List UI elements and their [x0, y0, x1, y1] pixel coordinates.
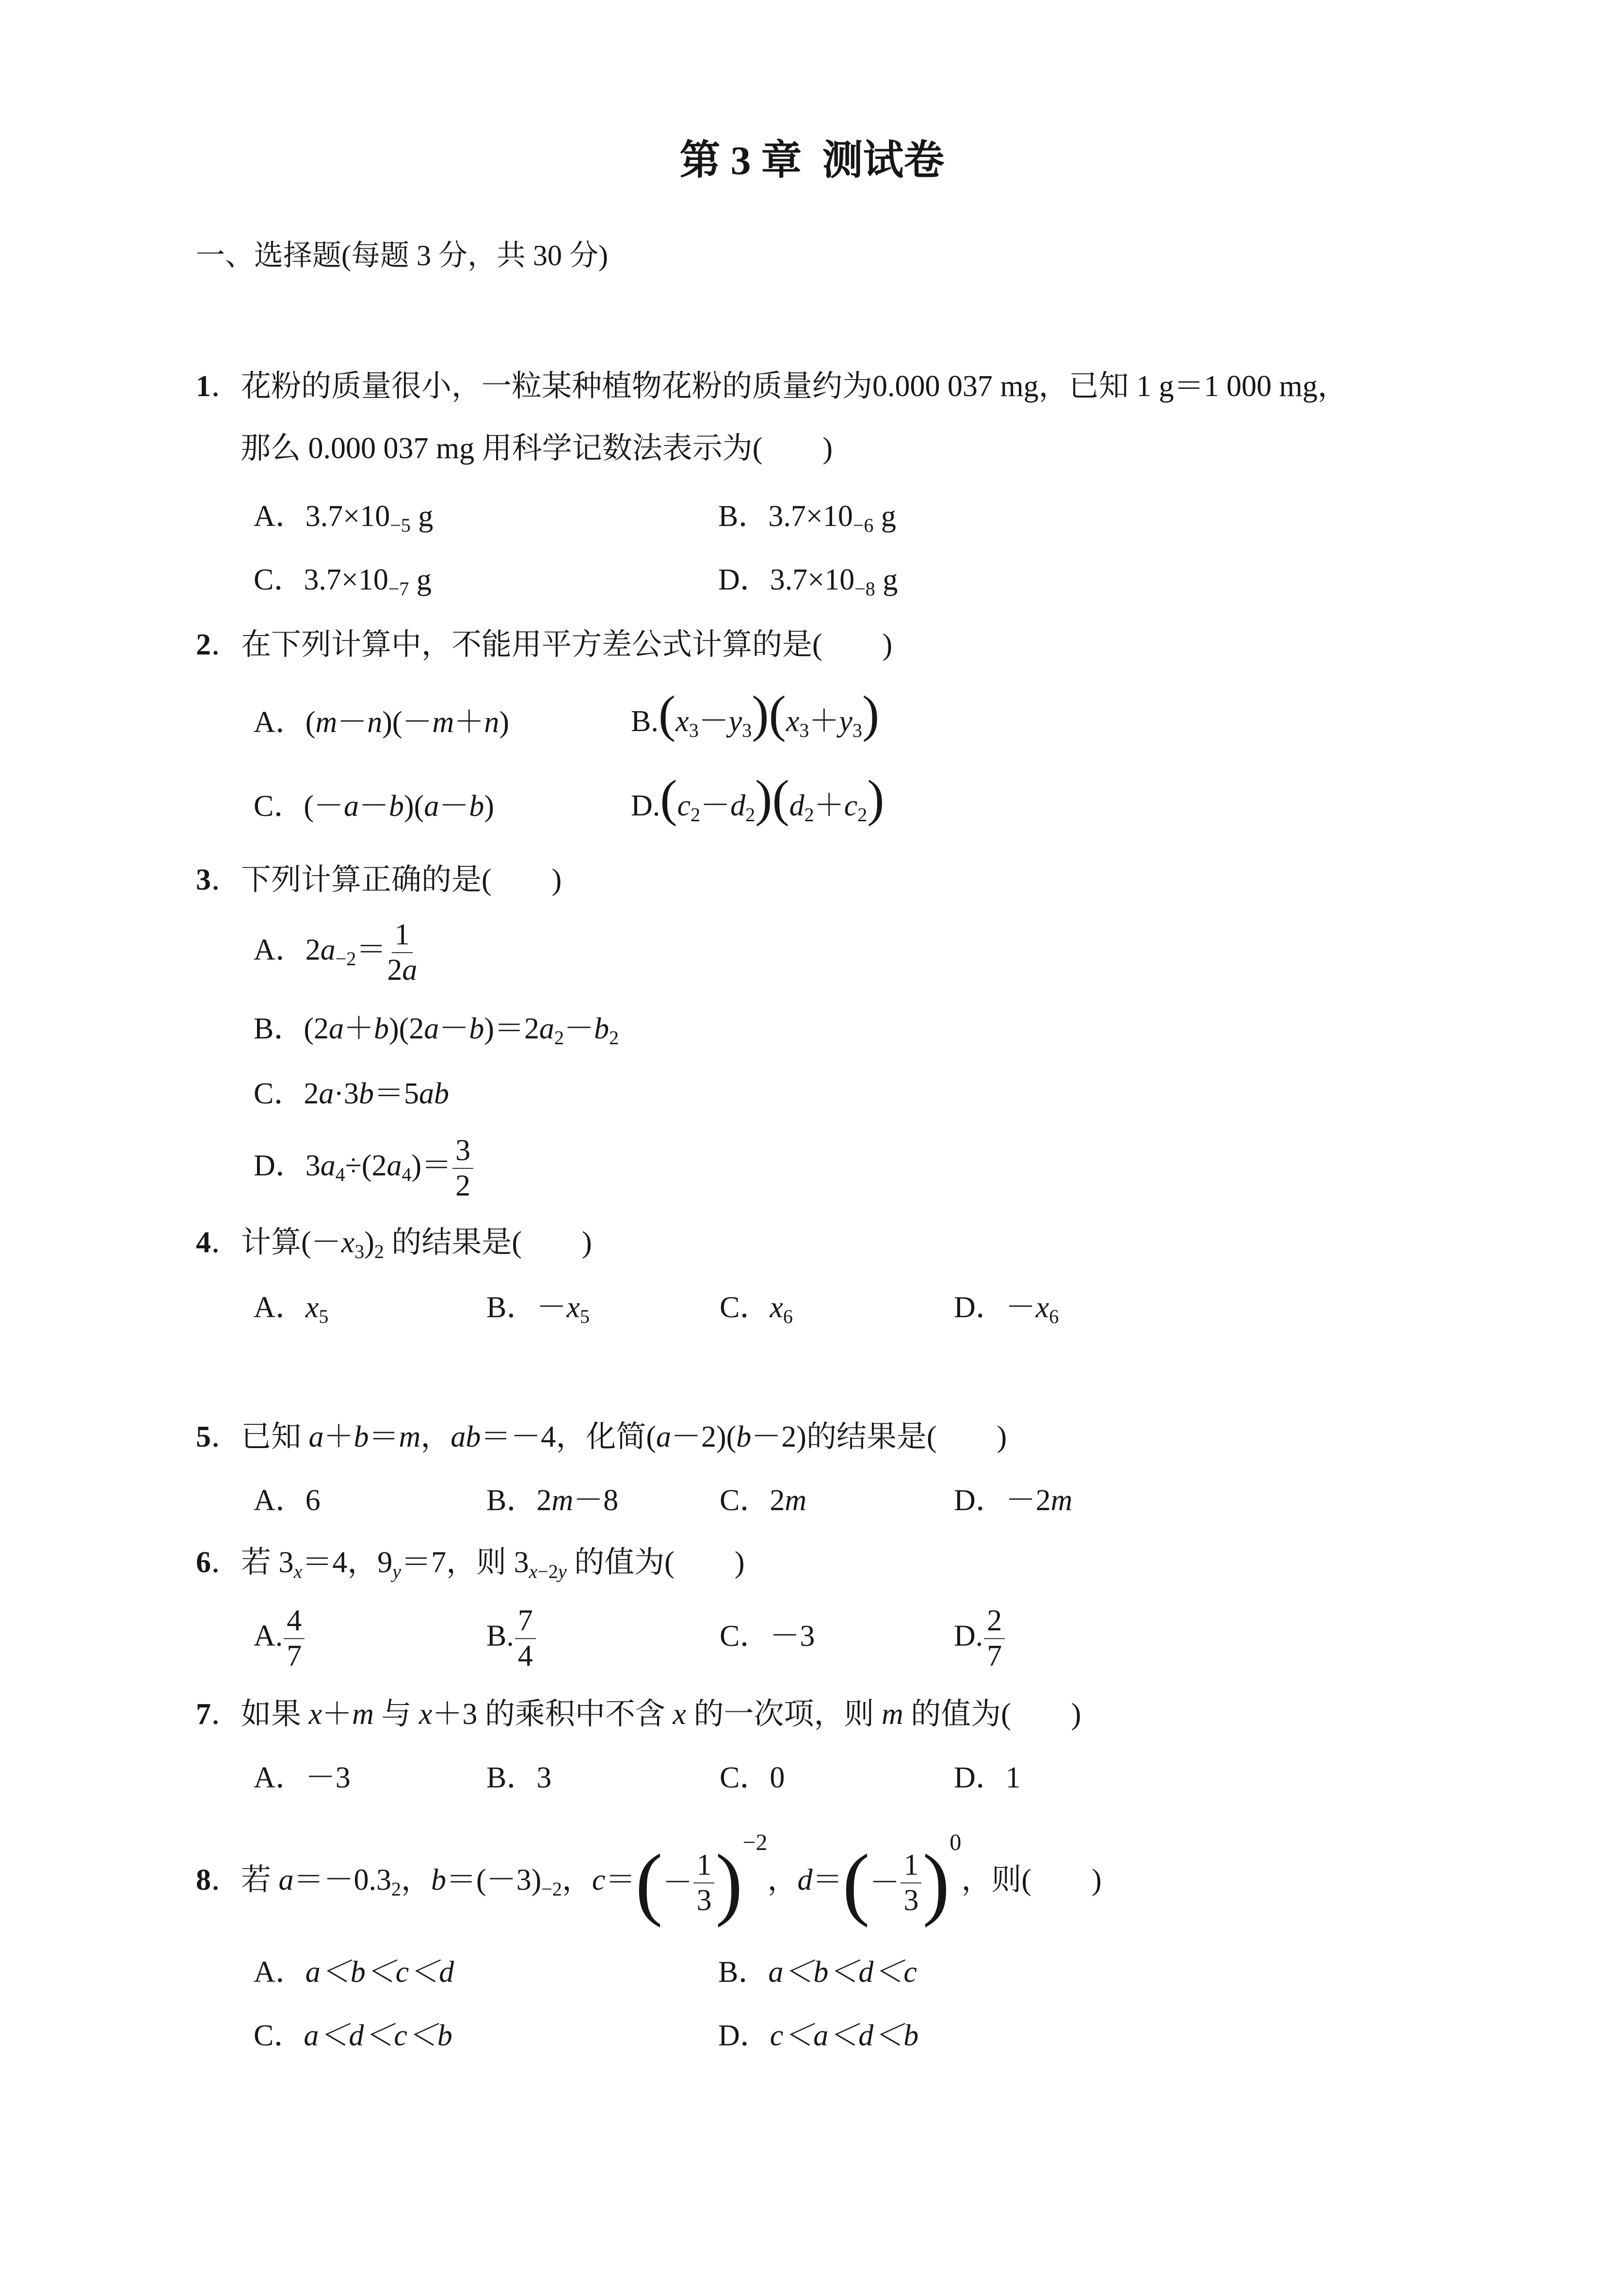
big-parenthesis: )(: [755, 770, 789, 827]
math-text: －: [1005, 1291, 1036, 1324]
math-variable: x: [675, 705, 689, 738]
fraction: [515, 1605, 536, 1672]
exponent: −6: [852, 514, 874, 536]
subscript: −2: [335, 948, 356, 970]
math-text: －: [869, 1866, 900, 1899]
math-variable: x: [308, 1698, 322, 1731]
math-variable: a: [424, 790, 439, 823]
question-text: ＋3 的乘积中不含: [432, 1698, 673, 1731]
fraction-numerator: 7: [515, 1605, 536, 1639]
math-text: ＋: [809, 705, 839, 738]
math-variable: a: [320, 933, 336, 967]
subscript: 2: [391, 1878, 402, 1900]
question-text: 的结果是( ): [384, 1226, 592, 1259]
question-7-option-d: [954, 1763, 1021, 1793]
question-text: ．在下列计算中，不能用平方差公式计算的是( ): [211, 628, 893, 661]
option-label: D.: [954, 1619, 983, 1653]
math-text: －: [662, 1866, 693, 1899]
question-text: 的值为( ): [903, 1698, 1081, 1731]
question-text: ＝－4，化简(: [481, 1420, 656, 1453]
math-text: ＋: [344, 1012, 374, 1045]
math-variable: a: [308, 1420, 324, 1453]
option-label: B．: [486, 1761, 537, 1794]
math-text: －: [698, 705, 729, 738]
fraction-numerator: 1: [693, 1850, 714, 1883]
subscript: y: [392, 1561, 402, 1582]
math-variable: a: [320, 1149, 336, 1182]
subscript: 2: [745, 804, 756, 826]
option-unit: g: [409, 563, 432, 596]
question-text: ．下列计算正确的是( ): [211, 863, 562, 896]
option-unit: g: [873, 500, 896, 533]
option-unit: g: [875, 563, 898, 596]
question-2-option-a: [254, 707, 509, 737]
subscript: 3: [799, 719, 809, 741]
fraction-denominator: 4: [517, 1640, 533, 1673]
option-label: C．: [254, 790, 304, 823]
math-text: ＝: [605, 1864, 636, 1897]
question-text: ＝7，则 3: [401, 1546, 529, 1579]
math-variable: m: [352, 1698, 374, 1731]
math-text: )(－: [382, 706, 433, 739]
math-variable: a: [329, 1012, 344, 1045]
exponent: −8: [854, 578, 875, 600]
option-label: D．: [954, 1761, 1006, 1794]
option-label: C．: [254, 1077, 304, 1110]
math-variable: ab: [419, 1077, 450, 1110]
question-8-option-a: [254, 1957, 454, 1987]
math-variable: x: [566, 1291, 580, 1324]
math-text: ＋: [454, 706, 484, 739]
question-1-option-c: [254, 563, 432, 600]
math-variable: a: [344, 790, 359, 823]
math-text: －: [439, 1012, 469, 1045]
math-variable: b: [736, 1420, 752, 1453]
math-variable: b: [374, 1012, 389, 1045]
fraction: [984, 1605, 1005, 1672]
math-text: ): [364, 1226, 374, 1259]
fraction-numerator: 2: [984, 1605, 1005, 1639]
question-number: 6: [196, 1546, 211, 1579]
math-text: ＝4，9: [302, 1546, 393, 1579]
fraction: [900, 1850, 921, 1916]
big-parenthesis: ): [867, 770, 884, 827]
question-text: ．已知: [211, 1420, 309, 1453]
option-label: D．: [718, 2019, 770, 2052]
subscript: 3: [852, 719, 862, 741]
exponent: −7: [388, 578, 409, 600]
math-text: －: [337, 706, 368, 739]
question-number: 3: [196, 863, 211, 896]
subscript: 6: [783, 1306, 793, 1327]
question-text: ，则( ): [961, 1864, 1102, 1897]
question-text: ．如果: [211, 1698, 309, 1731]
fraction-denominator: 3: [903, 1884, 919, 1917]
math-text: )(: [404, 790, 424, 823]
math-text: ＋: [323, 1420, 354, 1453]
big-parenthesis: (: [842, 1838, 870, 1928]
math-variable: a: [319, 1077, 334, 1110]
option-label: D．: [954, 1291, 1006, 1324]
question-1: [196, 371, 1348, 401]
fraction-numerator: 4: [284, 1605, 305, 1639]
subscript: −2: [541, 1878, 562, 1900]
question-7-option-a: [254, 1763, 351, 1793]
question-6: [196, 1546, 745, 1582]
fraction: [387, 919, 417, 986]
math-text: －3: [770, 1620, 815, 1653]
math-text: ，: [767, 1864, 798, 1897]
math-text: (2: [304, 1012, 329, 1045]
option-label: C．: [254, 2019, 304, 2052]
superscript: −2: [742, 1830, 768, 1856]
math-variable: b: [469, 790, 484, 823]
question-3-option-a: [254, 919, 418, 986]
math-text: )＝: [411, 1149, 452, 1182]
question-4: [196, 1226, 592, 1262]
math-text: ＝: [812, 1864, 843, 1897]
exponent: −5: [390, 514, 411, 536]
question-number: 4: [196, 1226, 211, 1259]
question-8-option-b: [718, 1957, 917, 1987]
math-variable: d: [730, 789, 746, 822]
subscript: x: [293, 1561, 303, 1582]
question-7: [196, 1699, 1081, 1729]
fraction-denominator: 7: [287, 1640, 302, 1673]
option-label: A．: [254, 1761, 306, 1794]
question-4-option-d: [954, 1291, 1059, 1327]
option-unit: g: [410, 500, 434, 533]
option-label: A．: [254, 1484, 306, 1517]
question-3-option-b: [254, 1012, 619, 1049]
math-text: ，: [562, 1864, 592, 1897]
math-text: ＋: [814, 789, 844, 822]
math-text: a＜b＜d＜c: [768, 1956, 917, 1989]
math-text: －2)(: [671, 1420, 737, 1453]
fraction-denominator: 3: [696, 1884, 712, 1917]
math-variable: ab: [450, 1420, 481, 1453]
question-6-option-b: [486, 1605, 537, 1672]
fraction-numerator: 3: [452, 1135, 473, 1169]
math-variable: y: [728, 705, 742, 738]
option-base: 3.7×10: [304, 563, 388, 596]
math-variable: a: [424, 1012, 439, 1045]
question-1-option-b: [718, 500, 896, 536]
question-8-option-d: [718, 2021, 918, 2051]
question-text: 与: [373, 1698, 419, 1731]
big-parenthesis: ): [922, 1838, 950, 1928]
option-label: C．: [720, 1761, 770, 1794]
option-label: B．: [718, 1956, 769, 1989]
subscript: 2: [691, 804, 701, 826]
math-text: ＝5: [374, 1077, 419, 1110]
question-2-option-c: [254, 791, 494, 821]
option-label: A．: [254, 500, 306, 533]
big-parenthesis: (: [635, 1838, 663, 1928]
math-variable: m: [315, 706, 338, 739]
subscript: 3: [354, 1241, 365, 1262]
math-variable: m: [551, 1484, 574, 1517]
math-variable: m: [399, 1420, 421, 1453]
question-text: ．花粉的质量很小，一粒某种植物花粉的质量约为0.000 037 mg，已知 1 g＝1 000 mg，: [211, 370, 1348, 403]
math-text: －: [439, 790, 469, 823]
fraction-denominator: [387, 953, 417, 986]
question-text: ．若: [211, 1864, 279, 1897]
math-text: ＝(－3): [446, 1864, 542, 1897]
question-number: 7: [196, 1698, 211, 1731]
question-text: ．计算(－: [211, 1226, 341, 1259]
subscript: 2: [804, 804, 814, 826]
big-parenthesis: ): [862, 686, 880, 742]
subscript: 6: [1049, 1306, 1059, 1327]
option-label: A.: [254, 1619, 283, 1653]
math-variable: x: [305, 1291, 319, 1324]
math-text: 2: [304, 1077, 319, 1110]
option-base: 3.7×10: [770, 563, 855, 596]
question-6-option-d: [954, 1605, 1006, 1672]
math-text: )(2: [389, 1012, 424, 1045]
option-label: A．: [254, 706, 306, 739]
math-text: a＜d＜c＜b: [304, 2019, 452, 2052]
option-label: C．: [720, 1620, 770, 1653]
fraction: [693, 1850, 714, 1916]
question-3-option-c: [254, 1079, 449, 1109]
section-heading: 一、选择题(每题 3 分，共 30 分): [196, 239, 608, 271]
question-8-option-c: [254, 2021, 452, 2051]
math-variable: b: [431, 1864, 447, 1897]
math-text: 0: [770, 1761, 785, 1794]
subscript: 4: [335, 1164, 345, 1186]
subscript: x: [529, 1561, 538, 1582]
math-variable: a: [539, 1012, 554, 1045]
question-7-option-b: [486, 1763, 551, 1793]
question-5-option-d: [954, 1485, 1073, 1515]
question-5-option-b: [486, 1485, 618, 1515]
question-1-line-2: [241, 433, 833, 463]
math-variable: d: [797, 1864, 813, 1897]
math-text: 2: [536, 1484, 552, 1517]
fraction: [284, 1605, 305, 1672]
math-variable: x: [418, 1698, 433, 1731]
option-label: A．: [254, 1291, 306, 1324]
math-variable: b: [354, 1420, 369, 1453]
math-variable: x: [341, 1226, 355, 1259]
math-text: ，: [420, 1420, 451, 1453]
math-variable: a: [402, 954, 418, 987]
math-text: －: [536, 1291, 567, 1324]
option-base: 3.7×10: [305, 500, 390, 533]
math-variable: a: [386, 1149, 402, 1182]
question-text: 那么 0.000 037 mg 用科学记数法表示为( ): [241, 432, 833, 465]
option-label: D．: [718, 563, 770, 596]
superscript: 0: [949, 1830, 962, 1856]
math-text: ·3: [334, 1077, 359, 1110]
option-base: 3.7×10: [768, 500, 853, 533]
option-label: A．: [254, 933, 306, 967]
math-text: c＜a＜d＜b: [770, 2019, 919, 2052]
fraction-denominator: 7: [987, 1640, 1002, 1673]
option-label: D．: [254, 1149, 306, 1182]
question-text: ．若 3: [211, 1546, 294, 1579]
math-variable: m: [1050, 1484, 1073, 1517]
question-3-option-d: [254, 1135, 474, 1202]
question-6-option-a: [254, 1605, 306, 1672]
big-parenthesis: )(: [752, 686, 786, 742]
math-text: ): [484, 790, 494, 823]
question-2: [196, 630, 892, 660]
fraction: [452, 1135, 473, 1202]
option-label: B．: [486, 1484, 537, 1517]
subscript: 4: [402, 1164, 412, 1186]
question-number: 2: [196, 628, 211, 661]
math-text: 6: [305, 1484, 321, 1517]
math-variable: a: [278, 1864, 294, 1897]
fraction-numerator: 1: [900, 1850, 921, 1883]
math-text: ＝－0.3: [293, 1864, 392, 1897]
math-variable: c: [844, 789, 858, 822]
math-variable: n: [484, 706, 499, 739]
option-label: A．: [254, 1956, 306, 1989]
math-text: ÷(2: [345, 1149, 387, 1182]
question-4-option-c: [720, 1291, 793, 1327]
option-label: C．: [720, 1484, 770, 1517]
option-label: C．: [720, 1291, 770, 1324]
math-text: －3: [305, 1761, 351, 1794]
question-number: 5: [196, 1420, 211, 1453]
math-text: ＝: [369, 1420, 399, 1453]
question-5: [196, 1422, 1007, 1452]
math-variable: m: [432, 706, 454, 739]
option-label: B．: [254, 1012, 304, 1045]
parenthesized-fraction: [635, 1838, 743, 1928]
math-text: )＝2: [484, 1012, 539, 1045]
big-parenthesis: (: [658, 686, 676, 742]
math-text: －: [359, 790, 389, 823]
question-text: 的值为( ): [566, 1546, 745, 1579]
math-variable: x: [673, 1698, 686, 1731]
math-variable: x: [770, 1291, 783, 1324]
parenthesized-fraction: [842, 1838, 950, 1928]
option-label: B.: [631, 705, 659, 738]
subscript: 2: [857, 804, 868, 826]
math-text: (: [305, 706, 316, 739]
math-variable: m: [785, 1484, 807, 1517]
question-1-option-d: [718, 563, 898, 600]
math-variable: a: [656, 1420, 671, 1453]
question-text: 的一次项，则: [686, 1698, 882, 1731]
question-3: [196, 865, 562, 895]
subscript: 2: [374, 1241, 384, 1262]
math-variable: b: [469, 1012, 484, 1045]
subscript: −2: [537, 1561, 558, 1582]
math-variable: m: [881, 1698, 903, 1731]
subscript: 2: [554, 1027, 564, 1049]
math-text: 2: [305, 933, 321, 967]
math-variable: c: [592, 1864, 606, 1897]
option-label: D．: [954, 1484, 1006, 1517]
question-5-option-a: [254, 1485, 321, 1515]
question-4-option-b: [486, 1291, 590, 1327]
option-label: B.: [486, 1619, 514, 1653]
math-text: －8: [573, 1484, 619, 1517]
math-text: ＝: [356, 933, 386, 967]
question-2-option-d: [631, 770, 884, 827]
option-label: C．: [254, 563, 304, 596]
question-text: －2)的结果是( ): [751, 1420, 1007, 1453]
math-text: 1: [1005, 1761, 1021, 1794]
question-number: 1: [196, 370, 211, 403]
question-2-option-b: [631, 688, 879, 740]
math-text: －: [564, 1012, 595, 1045]
subscript: y: [558, 1561, 567, 1582]
math-variable: b: [389, 790, 404, 823]
math-text: 2: [387, 954, 402, 987]
math-text: ): [499, 706, 509, 739]
math-variable: x: [1035, 1291, 1049, 1324]
math-text: ，: [401, 1864, 432, 1897]
subscript: 3: [742, 719, 752, 741]
subscript: 5: [319, 1306, 329, 1327]
subscript: 5: [579, 1306, 590, 1327]
math-variable: n: [367, 706, 383, 739]
math-variable: b: [359, 1077, 374, 1110]
question-5-option-c: [720, 1485, 806, 1515]
math-text: a＜b＜c＜d: [305, 1956, 454, 1989]
big-parenthesis: ): [715, 1838, 743, 1928]
math-text: －: [700, 789, 731, 822]
math-variable: y: [839, 705, 852, 738]
math-variable: d: [789, 789, 804, 822]
math-variable: x: [786, 705, 800, 738]
fraction-numerator: 1: [392, 919, 413, 953]
fraction-denominator: 2: [455, 1169, 471, 1203]
question-7-option-c: [720, 1763, 785, 1793]
question-number: 8: [196, 1864, 211, 1897]
option-label: D.: [631, 789, 660, 822]
math-text: (－: [304, 790, 344, 823]
option-label: B．: [486, 1291, 537, 1324]
math-text: 3: [536, 1761, 552, 1794]
math-text: 3: [305, 1149, 321, 1182]
option-label: B．: [718, 500, 769, 533]
subscript: 2: [609, 1027, 619, 1049]
question-1-option-a: [254, 500, 434, 536]
question-4-option-a: [254, 1291, 329, 1327]
math-variable: c: [677, 789, 691, 822]
math-variable: b: [594, 1012, 610, 1045]
math-text: －2: [1005, 1484, 1051, 1517]
question-8: [196, 1830, 1102, 1928]
math-text: 2: [770, 1484, 785, 1517]
big-parenthesis: (: [660, 770, 677, 827]
page-title: 第 3 章 测试卷: [679, 138, 945, 183]
question-6-option-c: [720, 1621, 815, 1651]
math-text: ＋: [322, 1698, 353, 1731]
subscript: 3: [689, 719, 699, 741]
